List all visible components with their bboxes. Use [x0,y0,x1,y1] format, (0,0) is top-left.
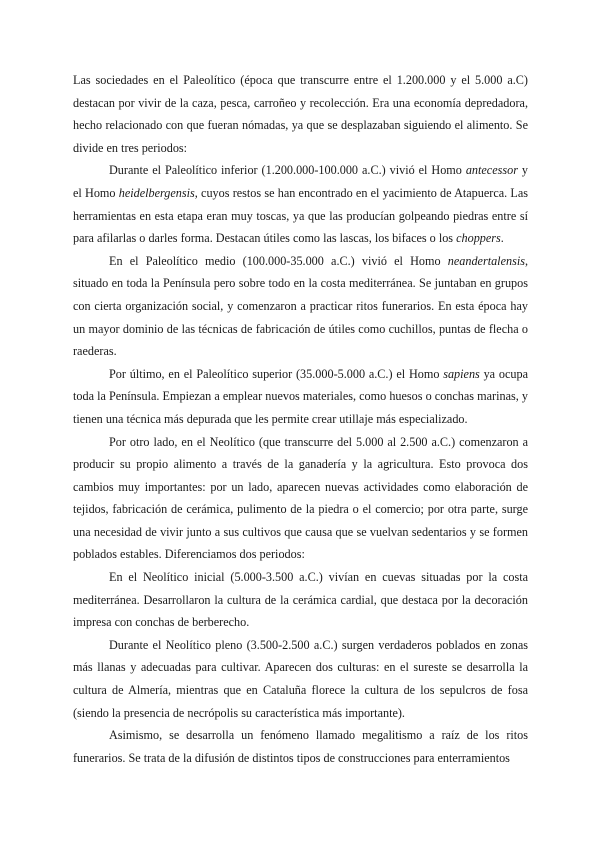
paragraph-text: , situado en toda la Península pero sobre todo en la costa mediterránea. Se juntaban en grupos con cierta organización social, y comenzaron a practicar ritos funerarios. En esta época hay un mayor dominio de las técnicas de fabricación de útiles como cuchillos, puntas de flecha o raederas. [73,253,528,359]
paragraph-text: Las sociedades en el Paleolítico (época que transcurre entre el 1.200.000 y el 5.000 a.C) destacan por vivir de la caza, pesca, carroñeo y recolección. Era una economía depredadora, hecho relacionado con que fueran nómadas, ya que se desplazaban siguiendo el alimento. Se divide en tres periodos: [73,73,528,155]
italic-term: sapiens [443,366,480,381]
paragraph [73,724,528,769]
paragraph [73,363,528,431]
italic-term: choppers [456,231,501,246]
italic-term: heidelbergensis [118,185,195,200]
paragraph-text: y el Homo [73,163,529,200]
italic-term: neandertalensis [447,253,525,268]
paragraph-text: Asimismo, se desarrolla un fenómeno llamado megalitismo a raíz de los ritos funerarios. Se trata de la difusión de distintos tipos de construcciones para enterramientos [73,728,528,765]
paragraph [73,250,528,363]
paragraph-text: Durante el Neolítico pleno (3.500-2.500 a.C.) surgen verdaderos poblados en zonas más llanas y adecuadas para cultivar. Aparecen dos culturas: en el sureste se desarrolla la cultura de Almería, mientras que en Cataluña florece la cultura de los sepulcros de fosa (siendo la presencia de necrópolis su característica más importante). [73,637,528,720]
paragraph [73,431,528,567]
paragraph-text: Por otro lado, en el Neolítico (que transcurre del 5.000 al 2.500 a.C.) comenzaron a producir su propio alimento a través de la ganadería y la agricultura. Esto provoca dos cambios muy importantes: por un lado, aparecen nuevas actividades como elaboración de tejidos, fabricación de cerámica, pulimento de la piedra o el comercio; por otra parte, surge una necesidad de vivir junto a sus cultivos que causa que se vuelvan sedentarios y se formen poblados estables. Diferenciamos dos periodos: [73,434,528,562]
paragraph [73,69,528,159]
paragraph-text: Por último, en el Paleolítico superior (35.000-5.000 a.C.) el Homo [109,366,444,381]
paragraph-text: Durante el Paleolítico inferior (1.200.000-100.000 a.C.) vivió el Homo [109,163,466,178]
paragraph [73,634,528,724]
paragraph [73,159,528,249]
paragraph-text: , cuyos restos se han encontrado en el yacimiento de Atapuerca. Las herramientas en esta etapa eran muy toscas, ya que las producían golpeando piedras entre sí para afilarlas o darles forma. Destacan útiles como las lascas, los bifaces o los [73,185,529,246]
paragraph-text: En el Neolítico inicial (5.000-3.500 a.C.) vivían en cuevas situadas por la costa mediterránea. Desarrollaron la cultura de la cerámica cardial, que destaca por la decoración impresa con conchas de berberecho. [73,570,528,630]
document-body [73,69,528,769]
paragraph-text: En el Paleolítico medio (100.000-35.000 a.C.) vivió el Homo [109,253,448,268]
paragraph-text: ya ocupa toda la Península. Empiezan a emplear nuevos materiales, como huesos o conchas marinas, y tienen una técnica más depurada que les permite crear utillaje más especializado. [73,366,528,426]
italic-term: antecessor [465,163,518,178]
paragraph [73,566,528,634]
paragraph-text: . [500,231,504,246]
